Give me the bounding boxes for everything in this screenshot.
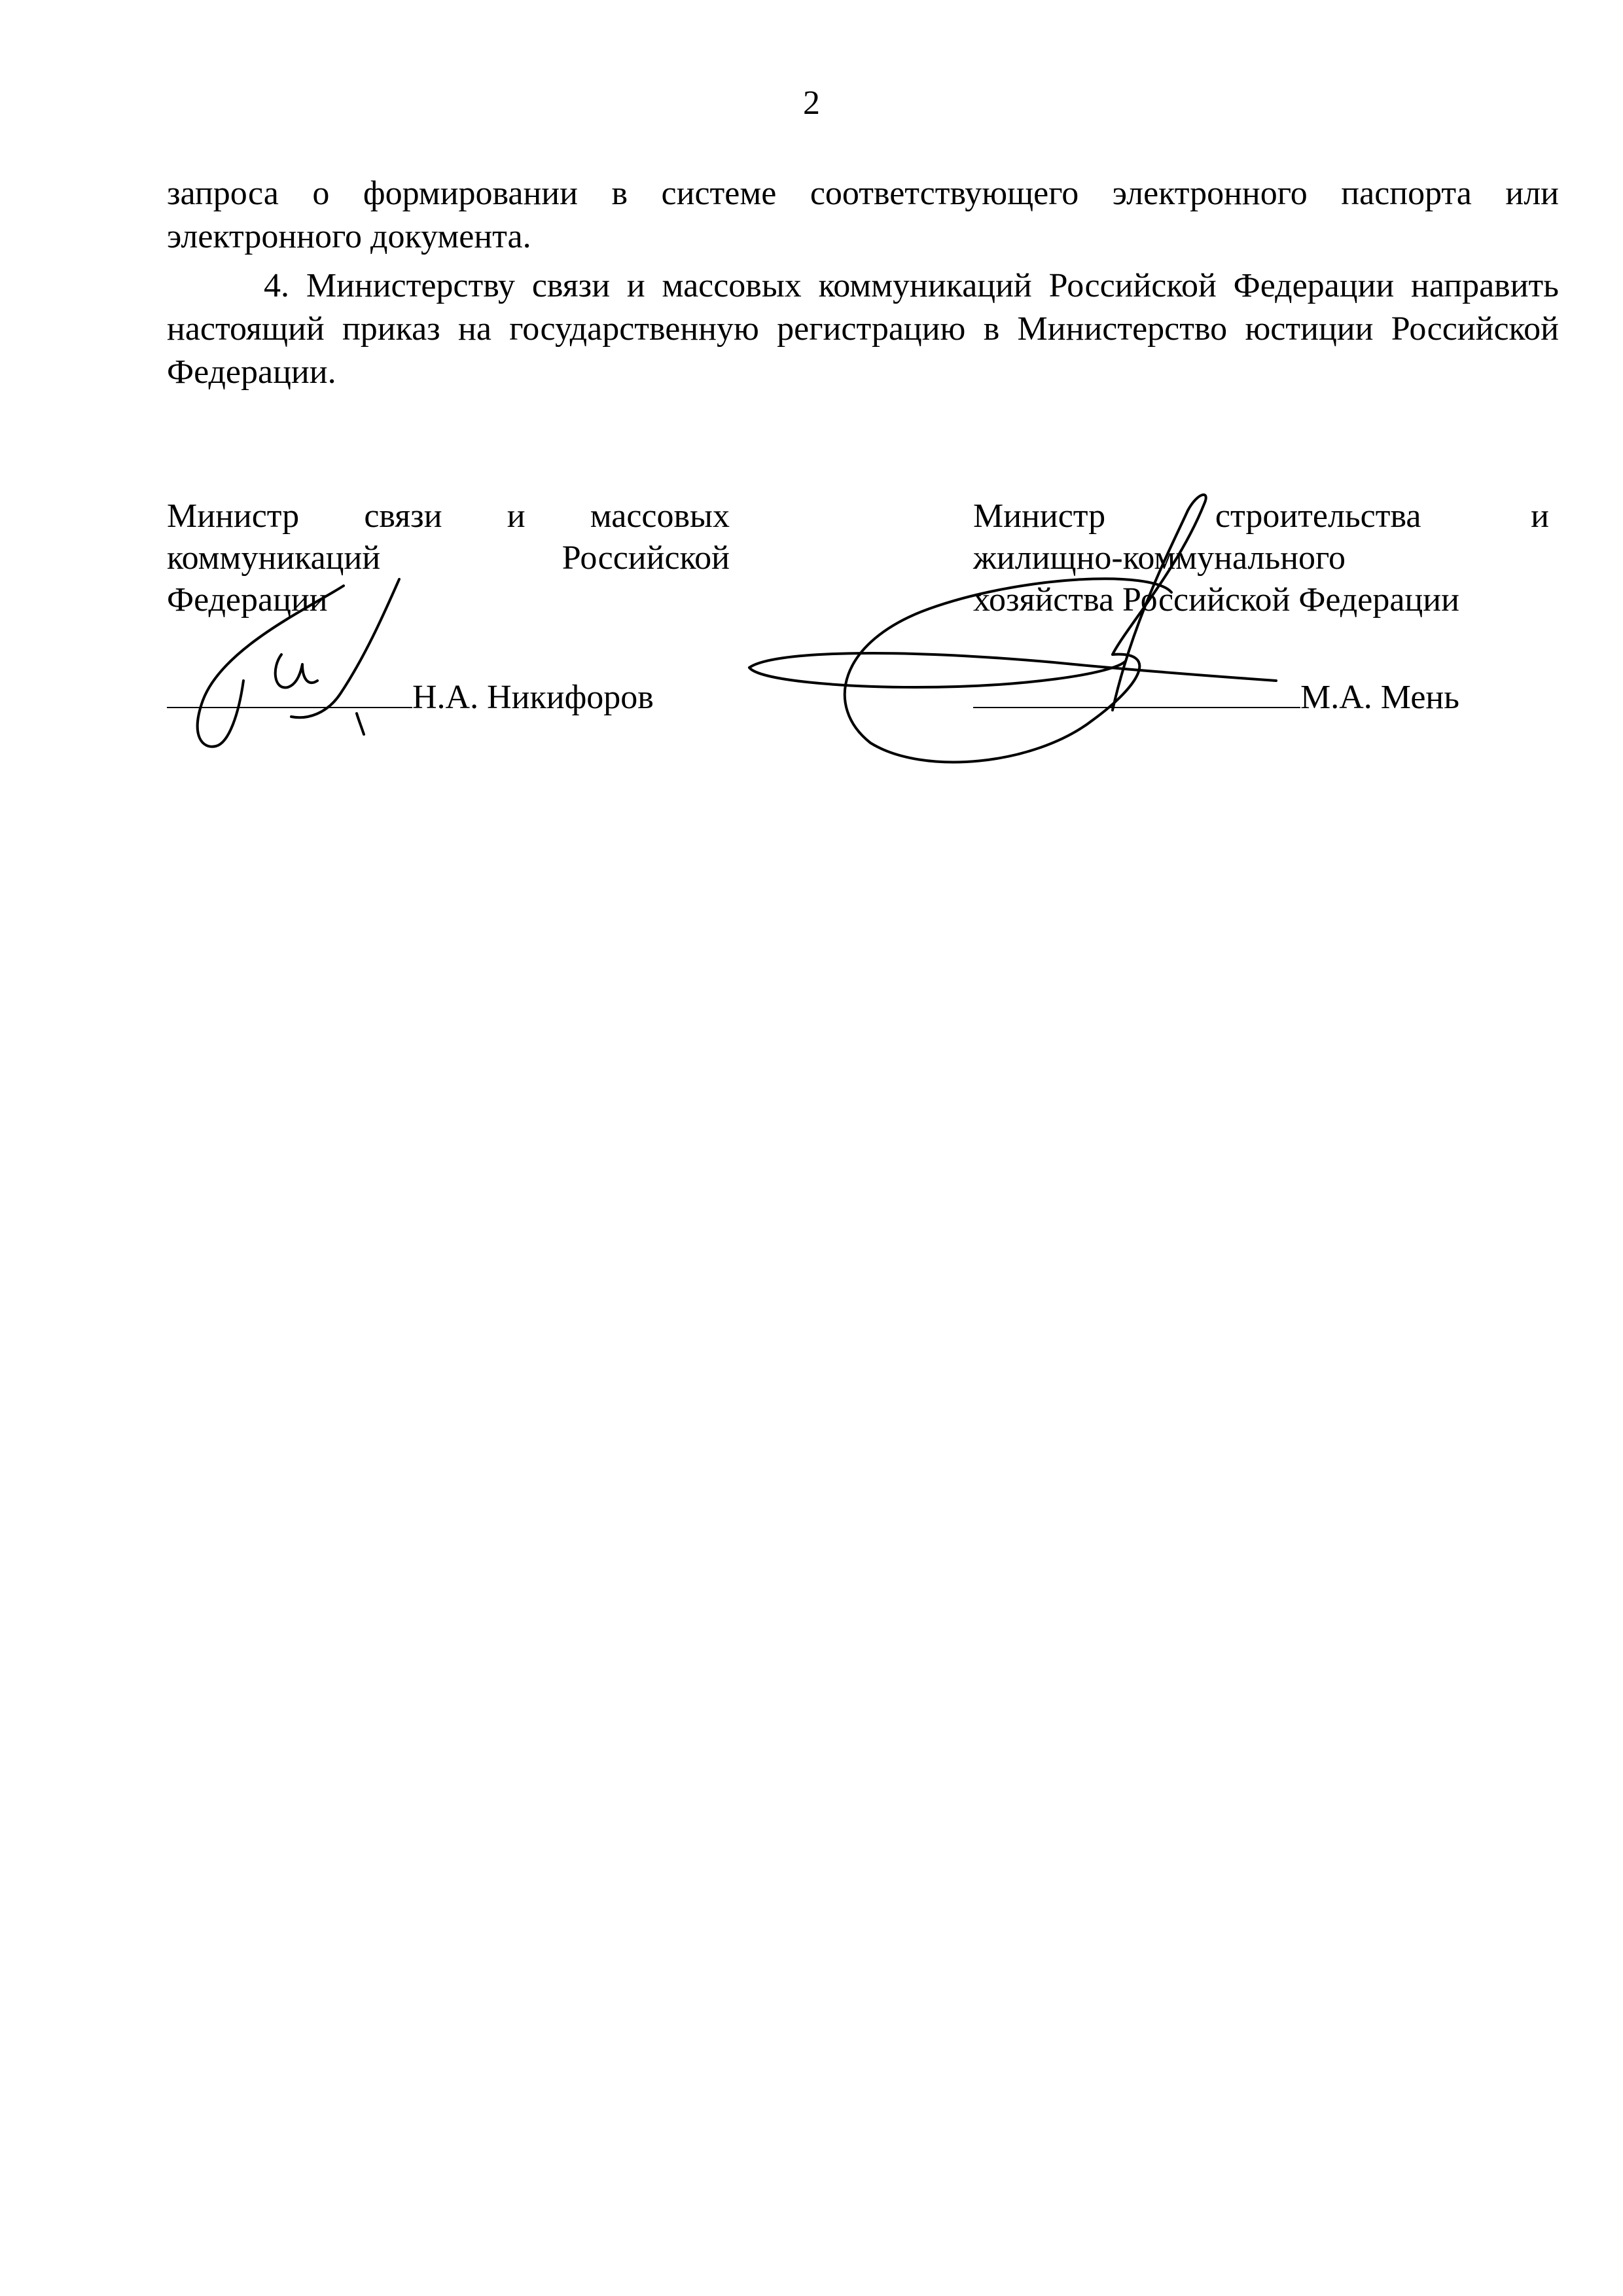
signatory-left-title xyxy=(167,495,730,621)
signatory-name: Н.А. Никифоров xyxy=(412,679,654,716)
title-line: Министр связи и массовых xyxy=(167,497,730,535)
signature-line-left xyxy=(167,674,654,719)
title-line: Министр строительства и xyxy=(973,497,1549,535)
signatory-right-title xyxy=(973,495,1549,621)
signature-rule xyxy=(167,674,412,708)
title-line: Федерации xyxy=(167,581,328,619)
title-line: жилищно-коммунального xyxy=(973,539,1346,577)
signatory-name: М.А. Мень xyxy=(1300,679,1459,716)
body-paragraph-1 xyxy=(167,172,1559,259)
title-line: коммуникаций Российской xyxy=(167,539,730,577)
paragraph-text: 4. Министерству связи и массовых коммуникаций Российской Федерации направить настоящий приказ на государственную регистрацию в Министерство юстиции Российской Федерации. xyxy=(167,267,1559,391)
page-number: 2 xyxy=(803,84,820,122)
signature-line-right xyxy=(973,674,1459,719)
title-line: хозяйства Российской Федерации xyxy=(973,581,1459,619)
signature-rule xyxy=(973,674,1300,708)
paragraph-text: запроса о формировании в системе соответствующего электронного паспорта или электронного документа. xyxy=(167,175,1559,255)
body-paragraph-2 xyxy=(167,264,1559,394)
